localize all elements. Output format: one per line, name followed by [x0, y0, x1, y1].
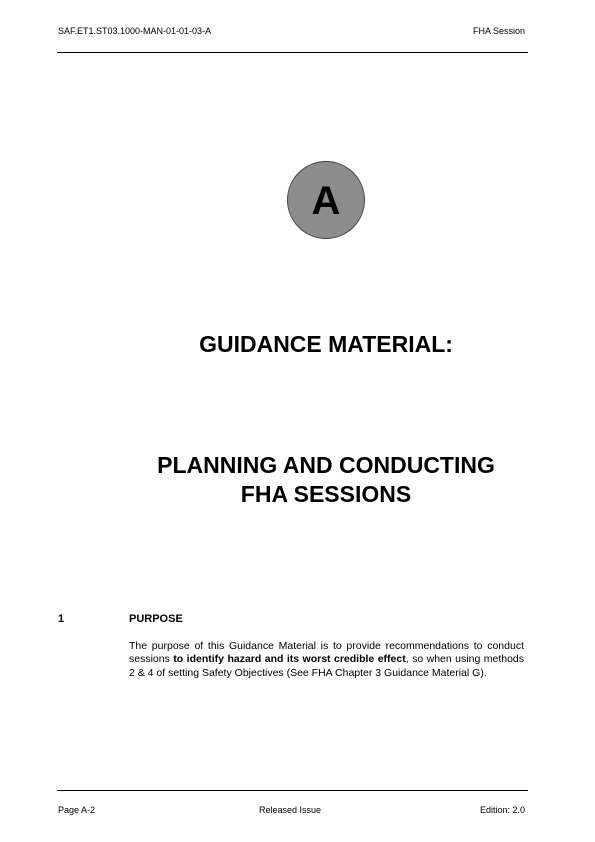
footer-divider — [57, 790, 528, 791]
header-section-name: FHA Session — [472, 26, 525, 36]
paragraph-text-start: The purpose of this Guidance Material is to provide recommendations to conduct sessions — [129, 640, 524, 666]
paragraph-text-bold: to identify hazard and its worst credible effect — [173, 653, 406, 666]
annex-badge — [287, 161, 365, 239]
header-document-reference: SAF.ET1.ST03.1000-MAN-01-01-03-A — [58, 26, 212, 36]
section-paragraph — [129, 640, 524, 680]
section-heading: PURPOSE — [129, 613, 183, 625]
guidance-title: GUIDANCE MATERIAL: — [199, 331, 453, 357]
annex-letter: A — [311, 179, 341, 223]
footer-edition: Edition: 2.0 — [479, 805, 525, 815]
footer-page-number: Page A-2 — [58, 805, 96, 815]
section-number: 1 — [58, 613, 65, 625]
main-title-line-2: FHA SESSIONS — [240, 481, 412, 507]
header-divider — [57, 52, 528, 53]
paragraph-text-end: , so when using methods 2 & 4 of setting Safety Objectives (See FHA Chapter 3 Guidance Material G). — [129, 653, 525, 679]
main-title — [0, 451, 595, 509]
main-title-line-1: PLANNING AND CONDUCTING — [157, 452, 495, 478]
footer-status: Released Issue — [259, 805, 322, 815]
